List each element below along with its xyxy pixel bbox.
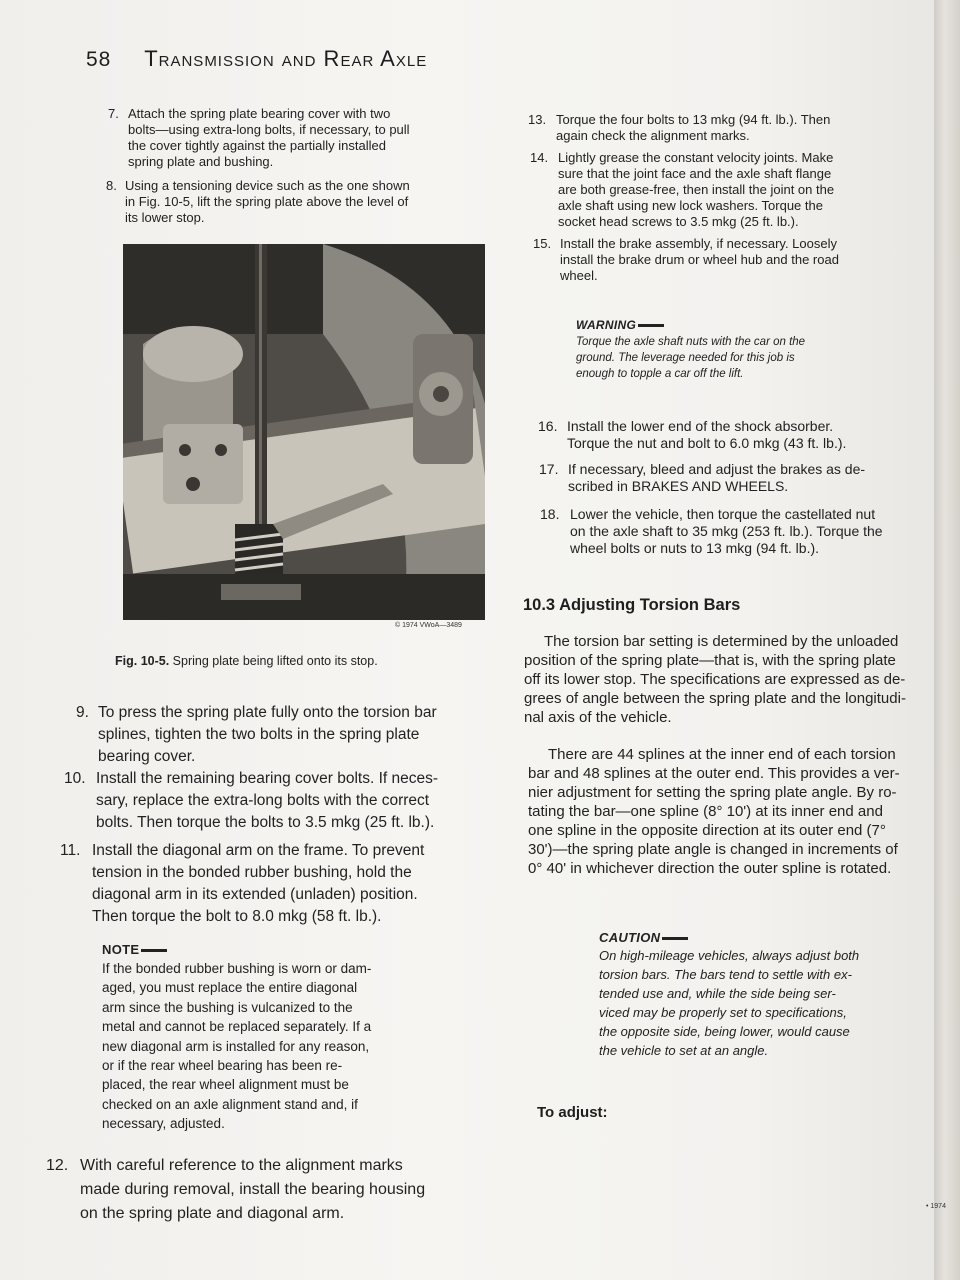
section-paragraph-2: There are 44 splines at the inner end of each torsion bar and 48 splines at the outer end. This provides a ver- nier adjustment for setting the spring plate angle. By ro- tating the bar—one spline (8° 10') at its inner end and one spline in the opposite direction at its outer end (7° 30')—the spring plate angle is changed in increments of 0° 40' in whichever direction the outer spline is rotated. <box>528 746 900 877</box>
figure-photo-spring-plate <box>123 244 485 620</box>
figure-copyright: © 1974 VWoA—3489 <box>395 622 462 629</box>
note-title: NOTE <box>102 942 432 957</box>
page-header <box>86 46 427 72</box>
section-paragraph-1: The torsion bar setting is determined by the unloaded position of the spring plate—that is, with the spring plate off its lower stop. The specifications are expressed as de- grees of angle between the spring plate and the longitudi- nal axis of the vehicle. <box>524 633 906 726</box>
note-text: If the bonded rubber bushing is worn or dam- aged, you must replace the entire diagonal arm since the bushing is vulcanized to the metal and cannot be replaced separately. If a new diagonal arm is installed for any reason, or if the rear wheel bearing has been re- placed, the rear wheel alignment must be checked on an axle alignment stand and, if necessary, adjusted. <box>102 961 372 1132</box>
figure-caption: Fig. 10-5. Spring plate being lifted onto its stop. <box>115 654 378 668</box>
page-number: 58 <box>86 48 112 71</box>
chapter-title: Transmission and Rear Axle <box>144 46 428 71</box>
caution-text: On high-mileage vehicles, always adjust both torsion bars. The bars tend to settle with ex- tended use and, while the side being ser- viced may be properly set to specifications, the opposite side, being lower, would cause the vehicle to set at an angle. <box>599 948 860 1058</box>
warning-title: WARNING <box>576 318 876 332</box>
section-heading: 10.3 Adjusting Torsion Bars <box>523 596 741 614</box>
warning-text: Torque the axle shaft nuts with the car on the ground. The leverage needed for this job is enough to topple a car off the lift. <box>576 336 806 380</box>
corner-copyright-mark: • 1974 <box>926 1203 946 1210</box>
to-adjust-heading: To adjust: <box>537 1104 608 1121</box>
warning-box <box>576 318 876 382</box>
note-box <box>102 942 432 1134</box>
caution-box <box>599 930 919 1060</box>
caution-title: CAUTION <box>599 930 919 945</box>
